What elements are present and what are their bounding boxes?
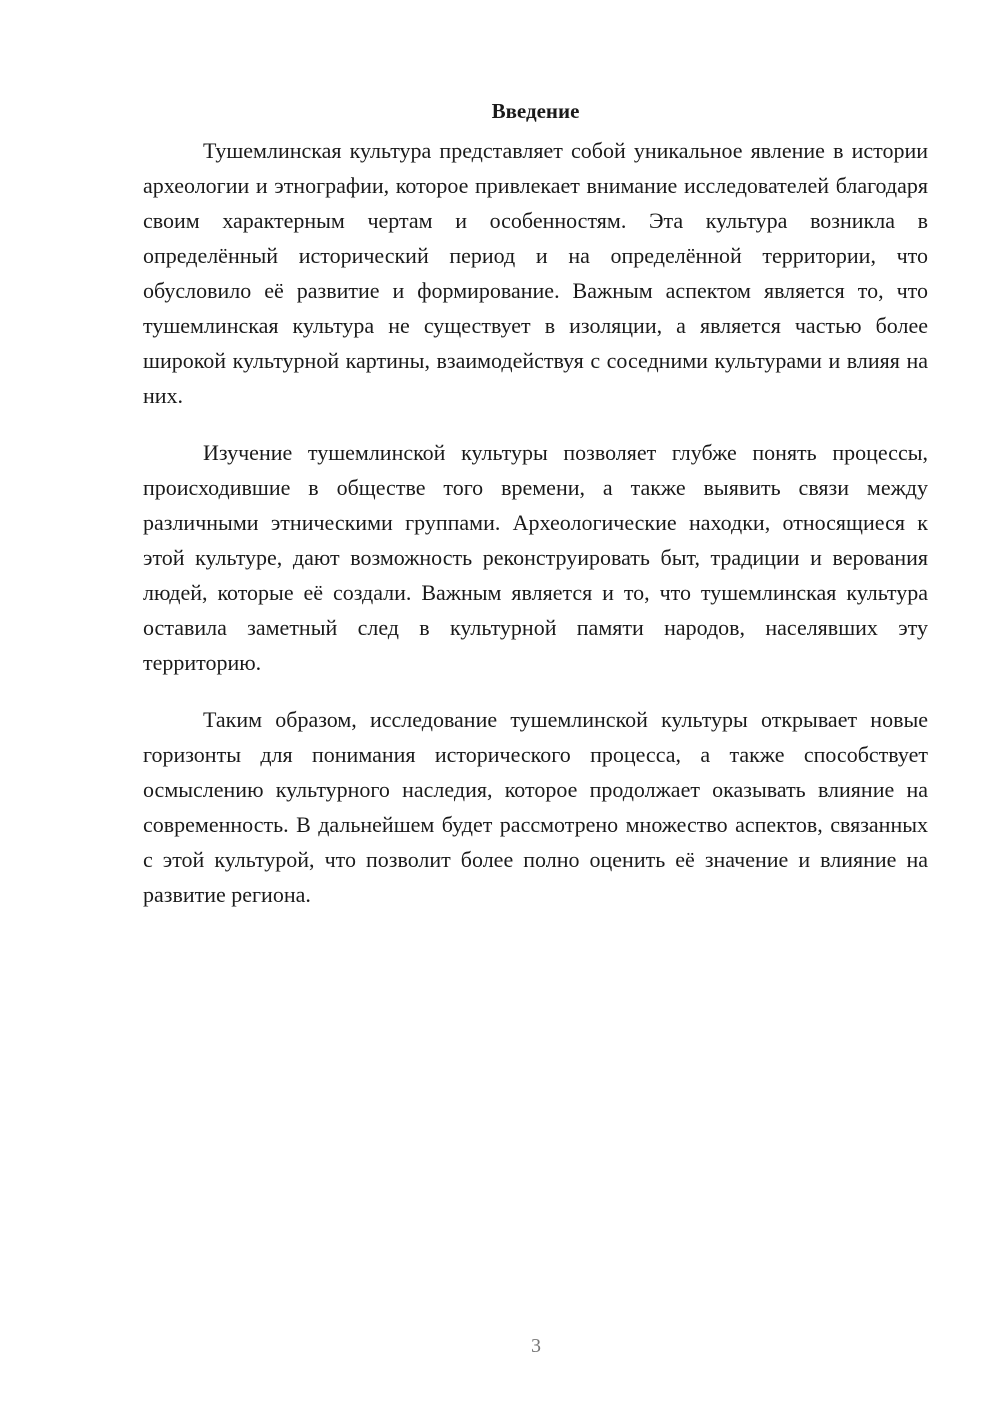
paragraph-3: Таким образом, исследование тушемлинской культуры открывает новые горизонты для понимания исторического процесса, а также способствует осмыслению культурного наследия, которое продолжает оказывать влияние на современность. В дальнейшем будет рассмотрено множество аспектов, связанных с этой культурой, что позволит более полно оценить её значение и влияние на развитие региона. — [143, 707, 928, 907]
paragraph-1: Тушемлинская культура представляет собой уникальное явление в истории археологии и этнографии, которое привлекает внимание исследователей благодаря своим характерным чертам и особенностям. Эта культура возникла в определённый исторический период и на определённой территории, что обусловило её развитие и формирование. Важным аспектом является то, что тушемлинская культура не существует в изоляции, а является частью более широкой культурной картины, взаимодействуя с соседними культурами и влияя на них. — [143, 138, 928, 408]
page-number: 3 — [531, 1335, 541, 1357]
section-heading: Введение — [491, 99, 580, 123]
paragraph-2: Изучение тушемлинской культуры позволяет глубже понять процессы, происходившие в обществе того времени, а также выявить связи между различными этническими группами. Археологические находки, относящиеся к этой культуре, дают возможность реконструировать быт, традиции и верования людей, которые её создали. Важным является и то, что тушемлинская культура оставила заметный след в культурной памяти народов, населявших эту территорию. — [143, 440, 928, 675]
page-content — [143, 94, 928, 934]
